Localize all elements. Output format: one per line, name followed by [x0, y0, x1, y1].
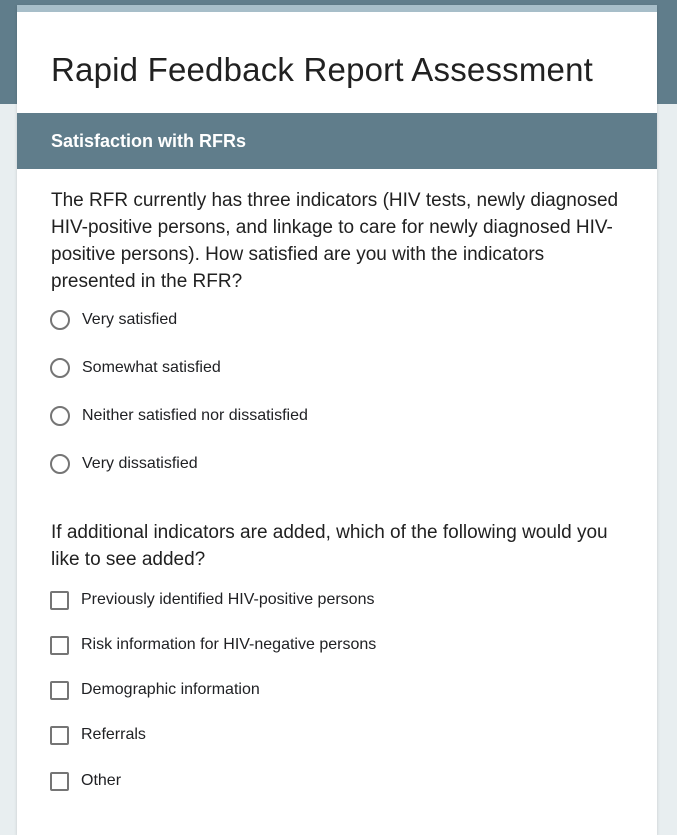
radio-option-label: Very satisfied — [82, 311, 178, 328]
checkbox-option-previously-identified[interactable] — [50, 588, 374, 612]
radio-button[interactable] — [50, 358, 70, 378]
form-title: Rapid Feedback Report Assessment — [51, 51, 594, 88]
checkbox-option-label: Referrals — [81, 726, 146, 743]
checkbox-option-label: Other — [81, 772, 122, 789]
form-card — [17, 5, 657, 835]
radio-button[interactable] — [50, 310, 70, 330]
question-2-text: If additional indicators are added, which of the following would you like to see added? — [51, 522, 608, 570]
radio-button[interactable] — [50, 454, 70, 474]
radio-option-label: Very dissatisfied — [82, 455, 198, 472]
section-header — [17, 113, 657, 169]
checkbox-option-other[interactable] — [50, 769, 121, 793]
checkbox-option-demographic[interactable] — [50, 678, 260, 702]
section-title: Satisfaction with RFRs — [51, 131, 247, 151]
checkbox[interactable] — [50, 681, 69, 700]
checkbox[interactable] — [50, 591, 69, 610]
radio-option-very-dissatisfied[interactable] — [50, 452, 198, 476]
checkbox[interactable] — [50, 636, 69, 655]
radio-button[interactable] — [50, 406, 70, 426]
radio-option-neither[interactable] — [50, 404, 308, 428]
radio-option-very-satisfied[interactable] — [50, 308, 177, 332]
checkbox-option-risk-information[interactable] — [50, 633, 376, 657]
checkbox-option-referrals[interactable] — [50, 723, 146, 747]
checkbox-option-label: Risk information for HIV-negative persons — [81, 636, 377, 653]
radio-option-somewhat-satisfied[interactable] — [50, 356, 221, 380]
checkbox-option-label: Demographic information — [81, 681, 260, 698]
checkbox[interactable] — [50, 772, 69, 791]
radio-option-label: Somewhat satisfied — [82, 359, 221, 376]
question-1-text: The RFR currently has three indicators (HIV tests, newly diagnosed HIV-positive persons, and linkage to care for newly diagnosed HIV-positive persons). How satisfied are you with the indicators presented in the RFR? — [51, 190, 619, 292]
card-top-accent — [17, 5, 657, 12]
checkbox[interactable] — [50, 726, 69, 745]
radio-option-label: Neither satisfied nor dissatisfied — [82, 407, 308, 424]
checkbox-option-label: Previously identified HIV-positive persons — [81, 591, 375, 608]
